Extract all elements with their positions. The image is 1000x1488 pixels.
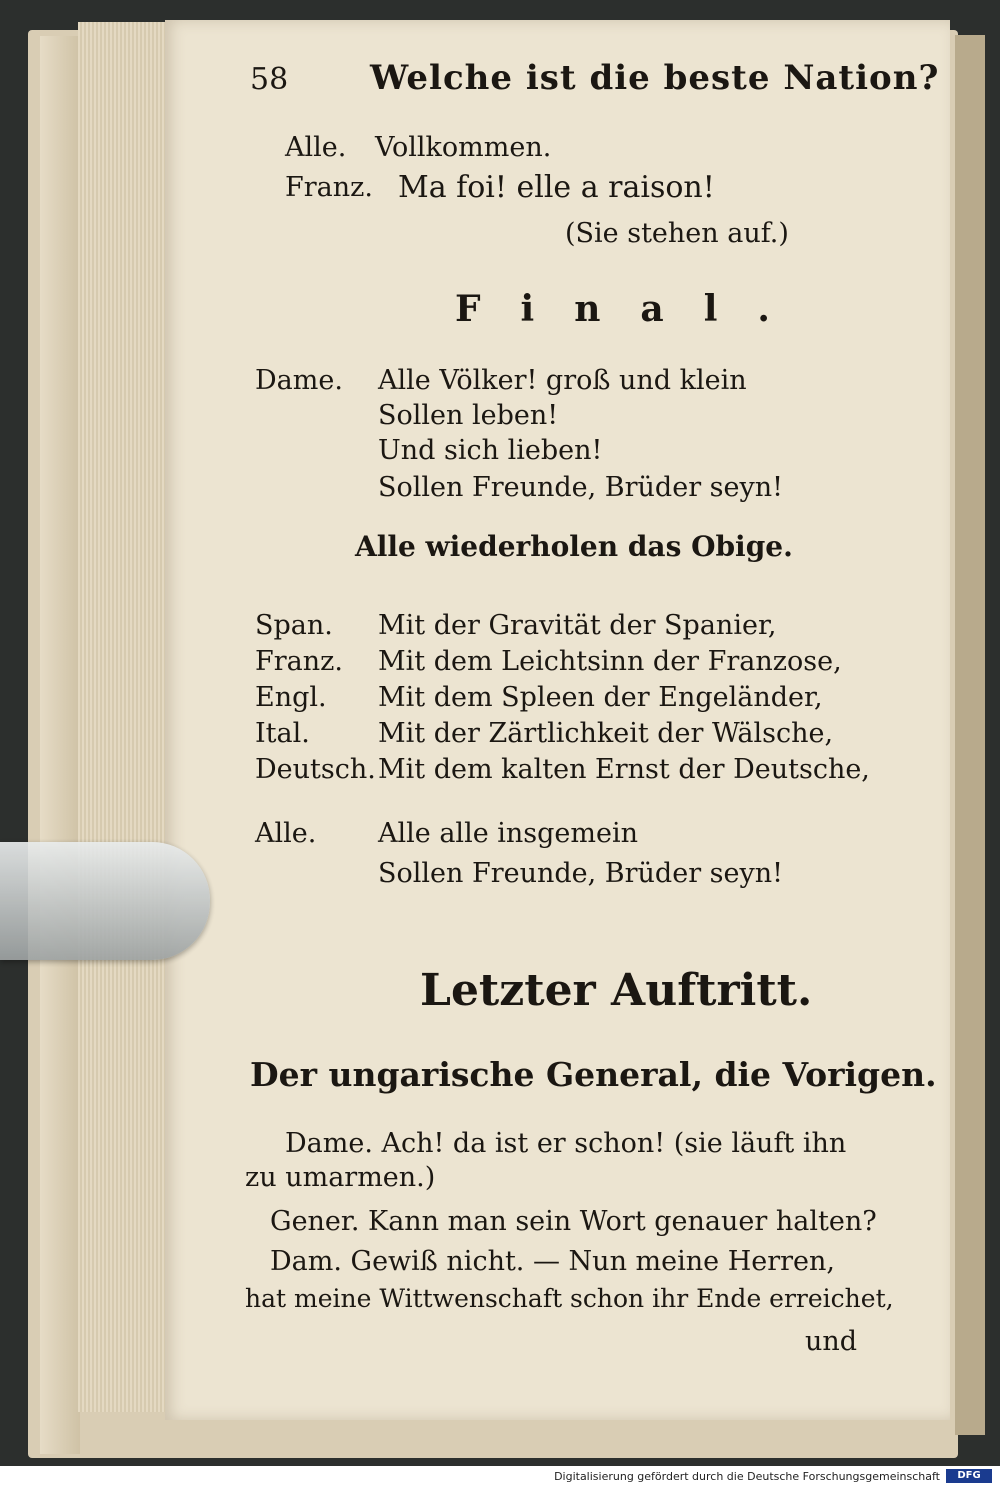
scene-subtitle: Der ungarische General, die Vorigen. xyxy=(250,1055,937,1094)
dialogue-line: zu umarmen.) xyxy=(245,1162,436,1193)
page-stack xyxy=(78,22,168,1412)
verse-line: Sollen Freunde, Brüder seyn! xyxy=(378,858,784,889)
stage-direction: (Sie stehen auf.) xyxy=(565,218,789,249)
speaker-dame: Dame. xyxy=(255,365,343,396)
dialogue-line: Dame. Ach! da ist er schon! (sie läuft ihn xyxy=(285,1128,847,1159)
verse-line: Sollen leben! xyxy=(378,400,559,431)
catchword: und xyxy=(805,1326,858,1357)
verse-line: Mit dem Leichtsinn der Franzose, xyxy=(378,646,842,677)
speaker-span: Span. xyxy=(255,610,333,641)
line-text: Vollkommen. xyxy=(375,132,552,163)
verse-line: Und sich lieben! xyxy=(378,435,603,466)
verse-line: Mit dem kalten Ernst der Deutsche, xyxy=(378,754,870,785)
page-edge xyxy=(40,36,80,1454)
dialogue-line: Gener. Kann man sein Wort genauer halten? xyxy=(270,1206,877,1237)
line-text: Ma foi! elle a raison! xyxy=(398,170,715,205)
verse-line: Sollen Freunde, Brüder seyn! xyxy=(378,472,784,503)
speaker-ital: Ital. xyxy=(255,718,310,749)
verse-line: Mit dem Spleen der Engeländer, xyxy=(378,682,823,713)
footer-credit: Digitalisierung gefördert durch die Deutsche Forschungsgemeinschaft xyxy=(554,1470,940,1483)
dialogue-line: Dam. Gewiß nicht. — Nun meine Herren, xyxy=(270,1246,835,1277)
speaker-franz: Franz. xyxy=(255,646,343,677)
verse-line: Alle Völker! groß und klein xyxy=(378,365,747,396)
verse-line: Alle alle insgemein xyxy=(378,818,639,849)
speaker-deutsch: Deutsch. xyxy=(255,754,376,785)
page-clip xyxy=(0,842,210,960)
verse-line: Mit der Gravität der Spanier, xyxy=(378,610,777,641)
speaker-engl: Engl. xyxy=(255,682,327,713)
verse-line: Mit der Zärtlichkeit der Wälsche, xyxy=(378,718,834,749)
repeat-note: Alle wiederholen das Obige. xyxy=(355,530,793,563)
dialogue-line: hat meine Wittwenschaft schon ihr Ende erreichet, xyxy=(245,1284,894,1313)
right-cover xyxy=(955,35,985,1435)
speaker-alle: Alle. xyxy=(255,818,317,849)
speaker-alle: Alle. xyxy=(285,132,347,163)
running-title: Welche ist die beste Nation? xyxy=(370,58,940,98)
scene-title: Letzter Auftritt. xyxy=(420,965,813,1016)
dfg-logo: DFG xyxy=(946,1469,992,1483)
page-number: 58 xyxy=(250,62,289,97)
final-heading: Final. xyxy=(455,288,810,330)
speaker-franz: Franz. xyxy=(285,172,373,203)
